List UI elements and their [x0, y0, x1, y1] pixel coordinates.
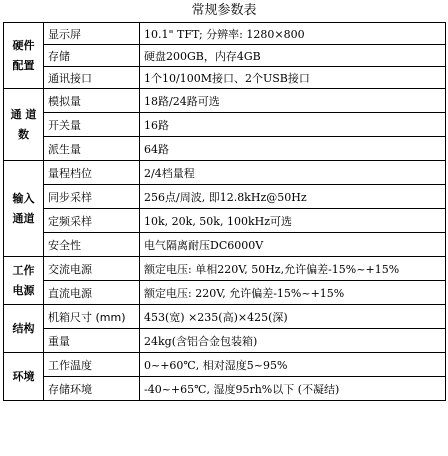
row-label: 通讯接口 — [44, 67, 140, 89]
row-label: 同步采样 — [44, 185, 140, 209]
row-value: 10k, 20k, 50k, 100kHz可选 — [140, 209, 446, 233]
row-value: 电气隔离耐压DC6000V — [140, 233, 446, 257]
table-row — [4, 281, 446, 305]
spec-table — [3, 22, 446, 401]
category-structure: 结构 — [4, 305, 44, 353]
row-value: 2/4档量程 — [140, 161, 446, 185]
row-label: 机箱尺寸 (mm) — [44, 305, 140, 329]
row-value: 10.1" TFT; 分辨率: 1280×800 — [140, 23, 446, 45]
row-value: 1个10/100M接口、2个USB接口 — [140, 67, 446, 89]
row-label: 模拟量 — [44, 89, 140, 113]
table-row — [4, 353, 446, 377]
table-row — [4, 45, 446, 67]
row-value: 453(宽) ×235(高)×425(深) — [140, 305, 446, 329]
row-label: 工作温度 — [44, 353, 140, 377]
row-value: -40~+65℃, 湿度95rh%以下 (不凝结) — [140, 377, 446, 401]
row-label: 派生量 — [44, 137, 140, 161]
table-row — [4, 233, 446, 257]
category-power: 工作 电源 — [4, 257, 44, 305]
table-row — [4, 113, 446, 137]
category-hardware: 硬件 配置 — [4, 23, 44, 89]
table-row — [4, 89, 446, 113]
category-input-channels: 输入 通道 — [4, 161, 44, 257]
table-title: 常规参数表 — [191, 3, 257, 18]
row-value: 24kg(含铝合金包装箱) — [140, 329, 446, 353]
row-label: 存储环境 — [44, 377, 140, 401]
row-label: 定频采样 — [44, 209, 140, 233]
row-label: 重量 — [44, 329, 140, 353]
table-row — [4, 137, 446, 161]
table-row — [4, 377, 446, 401]
row-value: 16路 — [140, 113, 446, 137]
row-value: 256点/周波, 即12.8kHz@50Hz — [140, 185, 446, 209]
table-row — [4, 23, 446, 45]
table-row — [4, 257, 446, 281]
table-row — [4, 329, 446, 353]
row-value: 额定电压: 单相220V, 50Hz,允许偏差-15%~+15% — [140, 257, 446, 281]
row-value: 额定电压: 220V, 允许偏差-15%~+15% — [140, 281, 446, 305]
row-label: 安全性 — [44, 233, 140, 257]
row-label: 存储 — [44, 45, 140, 67]
row-value: 64路 — [140, 137, 446, 161]
row-value: 硬盘200GB，内存4GB — [140, 45, 446, 67]
table-row — [4, 209, 446, 233]
category-channels: 通 道 数 — [4, 89, 44, 161]
row-label: 显示屏 — [44, 23, 140, 45]
row-label: 交流电源 — [44, 257, 140, 281]
table-row — [4, 305, 446, 329]
row-label: 量程档位 — [44, 161, 140, 185]
row-value: 0~+60℃, 相对湿度5~95% — [140, 353, 446, 377]
row-label: 直流电源 — [44, 281, 140, 305]
table-row — [4, 161, 446, 185]
category-environment: 环境 — [4, 353, 44, 401]
table-row — [4, 185, 446, 209]
row-label: 开关量 — [44, 113, 140, 137]
table-row — [4, 67, 446, 89]
row-value: 18路/24路可选 — [140, 89, 446, 113]
